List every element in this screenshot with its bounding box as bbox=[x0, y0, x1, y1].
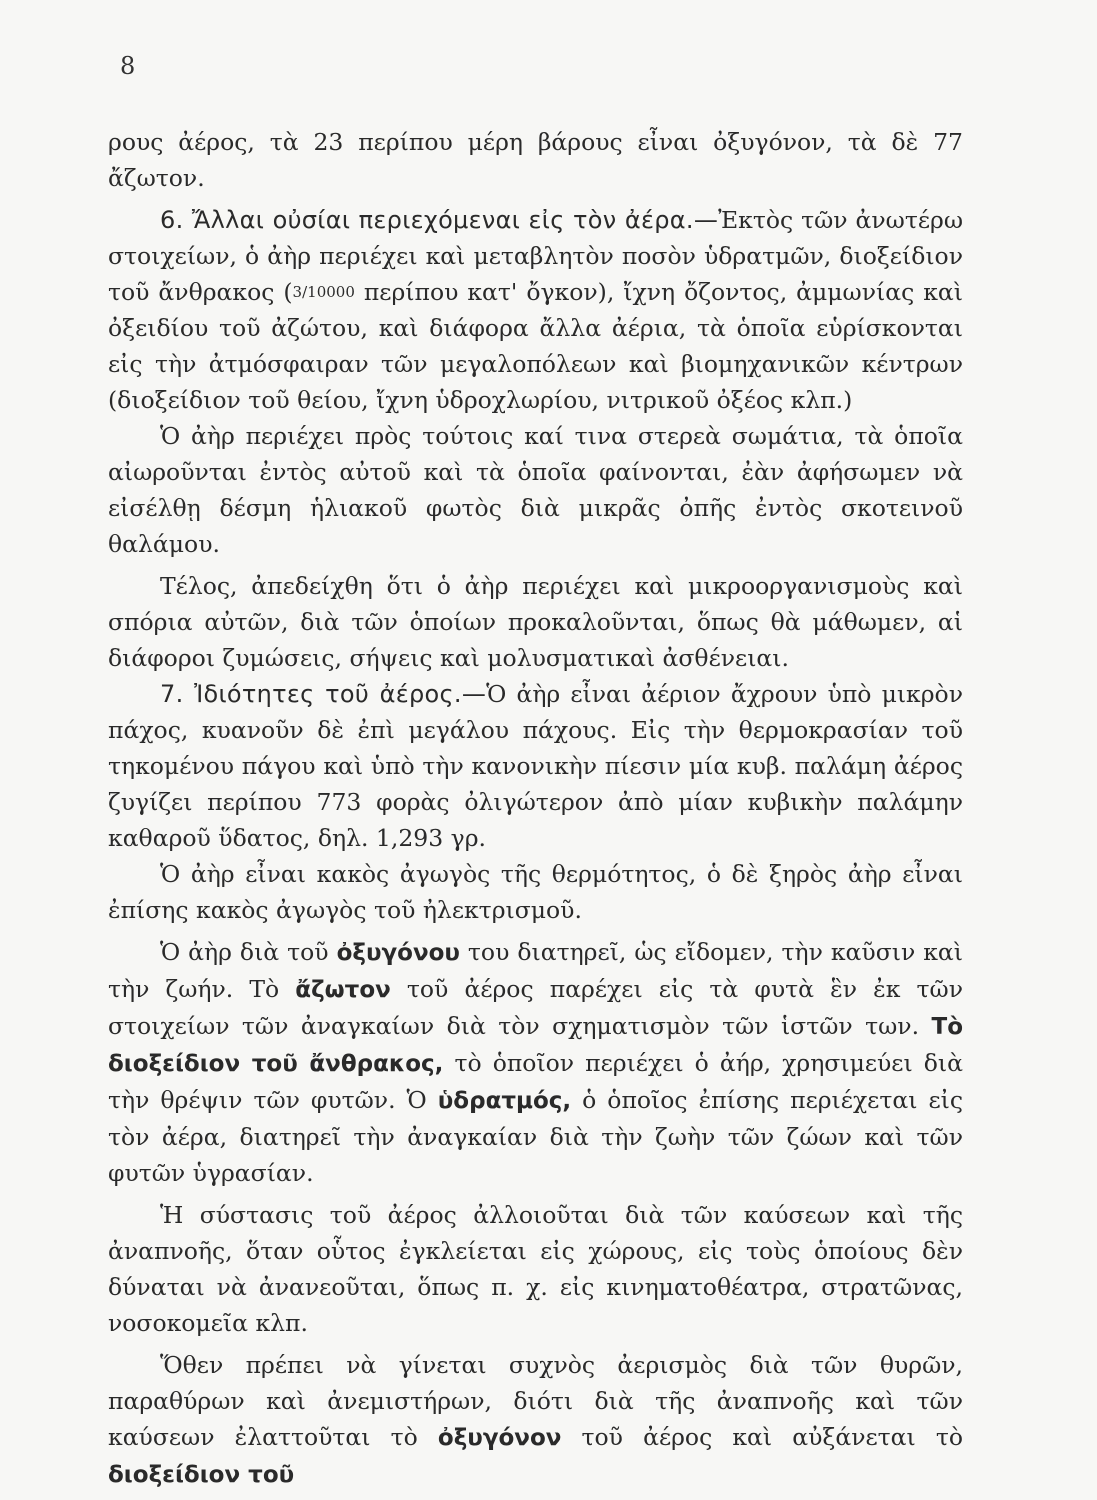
paragraph-text: ὁ ὁποῖος ἐπίσης περιέχεται εἰς τὸν ἀέρα, διατηρεῖ τὴν ἀναγκαίαν διὰ τὴν ζωὴν τῶν ζώων καὶ τῶν φυτῶν ὑγρασίαν. bbox=[108, 1086, 963, 1187]
section-6-text-a: Ἐκτὸς τῶν ἀνωτέρω στοιχείων, ὁ ἀὴρ περιέχει καὶ μεταβλητὸν ποσὸν ὑδρατμῶν, διοξείδιον τοῦ ἄνθρακος ( bbox=[108, 206, 963, 306]
paragraph-text: Ὁ ἀὴρ διὰ τοῦ bbox=[160, 938, 337, 966]
bold-term-carbon-dioxide: Τὸ διοξείδιον τοῦ ἄνθρακος, bbox=[108, 1014, 963, 1077]
bold-term-water-vapor: ὑδρατμός, bbox=[437, 1088, 572, 1114]
bold-term-nitrogen: ἄζωτον bbox=[295, 977, 391, 1003]
paragraph-text: του διατηρεῖ, ὡς εἴδομεν, τὴν καῦσιν καὶ τὴν ζωήν. Τὸ bbox=[108, 938, 963, 1003]
section-6-paragraph-3 bbox=[108, 568, 963, 676]
paragraph-text: τοῦ ἀέρος παρέχει εἰς τὰ φυτὰ ἓν ἐκ τῶν στοιχείων τῶν ἀναγκαίων διὰ τὸν σχηματισμὸν τῶν ἱστῶν των. bbox=[108, 975, 963, 1040]
section-6-paragraph-2 bbox=[108, 418, 963, 562]
paragraph-text: Τέλος, ἀπεδείχθη ὅτι ὁ ἀὴρ περιέχει καὶ μικροοργανισμοὺς καὶ σπόρια αὐτῶν, διὰ τῶν ὁποίων προκαλοῦνται, ὅπως θὰ μάθωμεν, αἱ διάφοροι ζυμώσεις, σήψεις καὶ μολυσματικαὶ ἀσθένειαι. bbox=[108, 572, 963, 672]
section-7-paragraph-4 bbox=[108, 1197, 963, 1341]
fraction: 3/10000 bbox=[292, 283, 355, 301]
bold-term-oxygen: ὀξυγόνον bbox=[437, 1425, 562, 1451]
paragraph-text: ρους ἀέρος, τὰ 23 περίπου μέρη βάρους εἶναι ὀξυγόνον, τὰ δὲ 77 ἄζωτον. bbox=[108, 128, 963, 192]
section-7-paragraph-2 bbox=[108, 856, 963, 928]
section-7-paragraph bbox=[108, 676, 963, 856]
section-7-heading: 7. Ἰδιότητες τοῦ ἀέρος.— bbox=[160, 680, 487, 708]
page-number: 8 bbox=[120, 52, 136, 80]
paragraph-text: τοῦ ἀέρος καὶ αὐξάνεται τὸ bbox=[561, 1423, 964, 1451]
paragraph-text: Ὅθεν πρέπει νὰ γίνεται συχνὸς ἀερισμὸς διὰ τῶν θυρῶν, παραθύρων καὶ ἀνεμιστήρων, διότι διὰ τῆς ἀναπνοῆς καὶ τῶν καύσεων ἐλαττοῦται τὸ bbox=[108, 1351, 963, 1451]
paragraph-text: τὸ ὁποῖον περιέχει ὁ ἀήρ, χρησιμεύει διὰ τὴν θρέψιν τῶν φυτῶν. Ὁ bbox=[108, 1049, 963, 1114]
section-7-text: Ὁ ἀὴρ εἶναι ἀέριον ἄχρουν ὑπὸ μικρὸν πάχος, κυανοῦν δὲ ἐπὶ μεγάλου πάχους. Εἰς τὴν θερμοκρασίαν τοῦ τηκομένου πάγου καὶ ὑπὸ τὴν κανονικὴν πίεσιν μία κυβ. παλάμη ἀέρος ζυγίζει περίπου 773 φορὰς ὀλιγώτερον ἀπὸ μίαν κυβικὴν παλάμην καθαροῦ ὕδατος, δηλ. 1,293 γρ. bbox=[108, 680, 963, 852]
section-6-heading: 6. Ἄλλαι οὐσίαι περιεχόμεναι εἰς τὸν ἀέρα.— bbox=[160, 206, 719, 234]
paragraph-text: Ὁ ἀὴρ εἶναι κακὸς ἀγωγὸς τῆς θερμότητος, ὁ δὲ ξηρὸς ἀὴρ εἶναι ἐπίσης κακὸς ἀγωγὸς τοῦ ἠλεκτρισμοῦ. bbox=[108, 860, 963, 924]
paragraph-text: Ὁ ἀὴρ περιέχει πρὸς τούτοις καί τινα στερεὰ σωμάτια, τὰ ὁποῖα αἰωροῦνται ἐντὸς αὐτοῦ καὶ τὰ ὁποῖα φαίνονται, ἐὰν ἀφήσωμεν νὰ εἰσέλθῃ δέσμη ἡλιακοῦ φωτὸς διὰ μικρᾶς ὀπῆς ἐντὸς σκοτεινοῦ θαλάμου. bbox=[108, 422, 963, 558]
bold-term-oxygen: ὀξυγόνου bbox=[336, 940, 460, 966]
body-text bbox=[108, 124, 963, 1493]
section-7-paragraph-5 bbox=[108, 1347, 963, 1493]
paragraph-text: Ἡ σύστασις τοῦ ἀέρος ἀλλοιοῦται διὰ τῶν καύσεων καὶ τῆς ἀναπνοῆς, ὅταν οὗτος ἐγκλείεται εἰς χώρους, εἰς τοὺς ὁποίους δὲν δύναται νὰ ἀνανεοῦται, ὅπως π. χ. εἰς κινηματοθέατρα, στρατῶνας, νοσοκομεῖα κλπ. bbox=[108, 1201, 963, 1337]
section-6-text-b: περίπου κατ' ὄγκον), ἴχνη ὄζοντος, ἀμμωνίας καὶ ὀξειδίου τοῦ ἀζώτου, καὶ διάφορα ἄλλα ἀέρια, τὰ ὁποῖα εὑρίσκονται εἰς τὴν ἀτμόσφαιραν τῶν μεγαλοπόλεων καὶ βιομηχανικῶν κέντρων (διοξείδιον τοῦ θείου, ἴχνη ὑδροχλωρίου, νιτρικοῦ ὀξέος κλπ.) bbox=[108, 278, 963, 414]
paragraph-continuation bbox=[108, 124, 963, 196]
bold-term-carbon-dioxide: διοξείδιον τοῦ bbox=[108, 1462, 295, 1488]
section-7-paragraph-3 bbox=[108, 934, 963, 1191]
section-6-paragraph bbox=[108, 202, 963, 418]
